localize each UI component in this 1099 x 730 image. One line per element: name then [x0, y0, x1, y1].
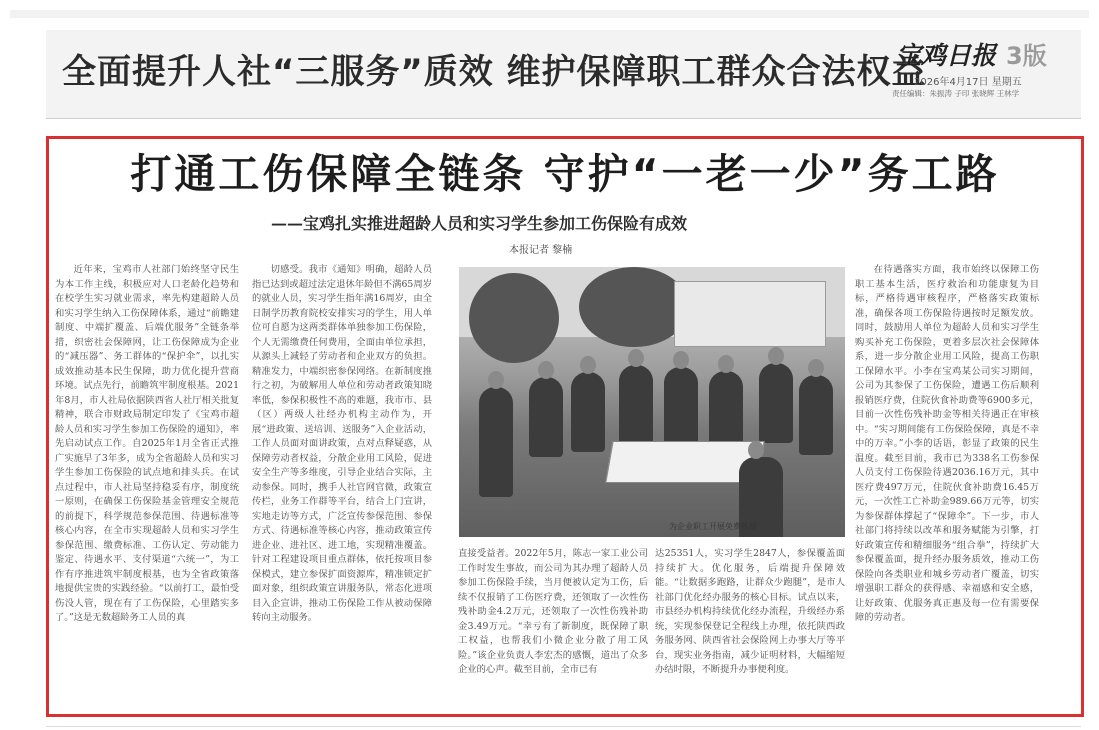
top-margin-bar	[10, 10, 1089, 18]
column-text: 达25351人，实习学生2847人，参保覆盖面持续扩大。优化服务，后端提升保障效能。“让数据多跑路，让群众少跑腿”，是市人社部门优化经办服务的核心目标。试点以来，市县经办机构持续优化经办流程，升级经办系统，实现参保登记全程线上办理，依托陕西政务服务网、陕西省社会保险网上办事大厅等平台，现实业务指南，减少证明材料，大幅缩短办结时限，不断提升办事便利度。	[655, 548, 845, 675]
article-column-1	[55, 263, 239, 717]
article-column-3	[458, 547, 648, 717]
photo-person	[709, 371, 743, 451]
column-text: 切感受。我市《通知》明确，超龄人员指已达到或超过法定退休年龄但不满65周岁的就业人员，实习学生指年满16周岁，由全日制学历教育院校安排实习的学生，用人单位可自愿为这两类群体单独参加工伤保险，个人无需缴费任何费用，全面由单位承担，从源头上减轻了劳动者和企业双方的负担。精准发力，中端织密参保网络。在新制度推行之初，为破解用人单位和劳动者政策知晓率低，参保积极性不高的难题，我市市、县（区）两级人社经办机构主动作为，开展“进政策、送培训、送服务”入企业活动，工作人员面对面讲政策，点对点释疑惑，从保障劳动者权益，分散企业用工风险，促进安全生产等多维度，引导企业结合实际，主动参保。同时，携手人社官网官微，政策宣传栏，业务工作群等平台，结合上门宣讲，实地走访等方式，广泛宣传参保范围、参保方式、待遇标准等核心内容，推动政策宣传进企业、进社区、进工地，实现精准覆盖。针对工程建设项目重点群体，依托按项目参保模式，建立参保扩面资源库，精准锁定扩面对象，组织政策宣讲服务队，常态化进项目入企宣讲，推动工伤保险工作从被动保障转向主动服务。	[252, 264, 432, 623]
photo-person	[799, 375, 833, 455]
article-photo	[459, 267, 845, 537]
column-text: 在待遇落实方面，我市始终以保障工伤职工基本生活，医疗救治和功能康复为目标，严格待遇审核程序，严格落实政策标准，确保各项工伤保险待遇按时足额发放。同时，鼓励用人单位为超龄人员和实习学生购买补充工伤保险，更着多层次社会保障体系，进一步分散企业用工风险，提高工伤职工保障水平。小李在宝鸡某公司实习期间，公司为其参保了工伤保险，遭遇工伤后顺利报销医疗费，住院伙食补助费等6900多元，目前一次性伤残补助金等相关待遇正在审核中。“实习期间能有工伤保险保障，真是不幸中的万幸。”小李的话语，彰显了政策的民生温度。截至目前，我市已为338名工伤参保人员支付工伤保险待遇2036.16万元，其中医疗费497万元，住院伙食补助费16.45万元，一次性工亡补助金989.66万元等，切实为参保群体撑起了“保障伞”。下一步，市人社部门将持续以改革和服务赋能为引擎，打好政策宣传和精细服务“组合拳”，持续扩大参保覆盖面，提升经办服务质效，推动工伤保险向各类职业和城乡劳动者广覆盖，切实增强职工群众的获得感、幸福感和安全感，让好政策、优服务真正惠及每一位有需要保障的劳动者。	[855, 264, 1039, 623]
photo-person	[619, 365, 653, 445]
bottom-rule	[46, 726, 1081, 727]
newspaper-page	[10, 10, 1089, 720]
article-column-5	[855, 263, 1039, 717]
photo-person	[479, 387, 513, 497]
article-subtitle: ——宝鸡扎实推进超龄人员和实习学生参加工伤保险有成效	[271, 214, 688, 233]
photo-person	[759, 363, 793, 443]
article-headline: 打通工伤保障全链条 守护“一老一少”务工路	[130, 150, 1000, 198]
article-byline: 本报记者 黎楠	[509, 245, 573, 256]
section-title: 全面提升人社“三服务”质效 维护保障职工群众合法权益	[62, 52, 927, 92]
highlighted-article[interactable]	[46, 136, 1084, 717]
page-number: 3版	[1006, 42, 1047, 70]
photo-tree	[579, 267, 689, 347]
photo-bus	[674, 281, 826, 347]
page-masthead	[46, 30, 1081, 119]
newspaper-logo: 宝鸡日报	[896, 41, 997, 70]
photo-tree	[469, 273, 559, 363]
photo-person	[529, 377, 563, 457]
article-column-4	[655, 547, 845, 717]
photo-person	[571, 372, 605, 452]
photo-caption: 为企业职工开展免费体检	[669, 522, 757, 531]
issue-date: 2026年4月17日 星期五	[914, 77, 1022, 88]
photo-person	[664, 367, 698, 447]
article-column-2	[252, 263, 432, 717]
column-text: 近年来，宝鸡市人社部门始终坚守民生为本工作主线，积极应对人口老龄化趋势和在校学生实习就业需求，率先构建超龄人员和实习学生纳入工伤保障体系，通过“前瞻建制度、中端扩覆盖、后端优服务”全链条举措，织密社会保障网，让工伤保障成为企业的“减压器”、务工群体的“保护伞”，以扎实成效推动基本民生保障，助力优化提升营商环境。试点先行，前瞻筑牢制度根基。2021年8月，市人社局依据陕西省人社厅相关批复精神，联合市财政局制定印发了《宝鸡市超龄人员和实习学生参加工伤保险的通知》，率先启动试点工作。自2025年1月全省正式推广实施早了3年多，成为全省超龄人员和实习学生参加工伤保险的试点地和排头兵。在试点过程中，市人社局坚持稳妥有序，制度统一原则，在确保工伤保险基金管理安全规范的前提下，科学规范参保范围、待遇标准等核心内容，在全市实现超龄人员和实习学生参保范围、缴费标准、工伤认定、劳动能力鉴定、待遇水平、支付渠道“六统一”，为工作有序推进筑牢制度根基，也为全省政策落地提供宝贵的实践经验。“以前打工，最怕受伤没人管，现在有了工伤保险，心里踏实多了。”这是无数超龄务工人员的真	[55, 264, 239, 623]
column-text: 直接受益者。2022年5月，陈志一家工业公司工作时发生事故，而公司为其办理了超龄人员参加工伤保险手续，当月便被认定为工伤，后续不仅报销了工伤医疗费，还领取了一次性伤残补助金4.2万元，还领取了一次性伤残补助金3.49万元。“幸亏有了新制度，既保障了职工权益，也帮我们小微企业分散了用工风险。”该企业负责人李宏杰的感慨，道出了众多企业的心声。截至目前，全市已有	[458, 548, 648, 675]
editor-credits: 责任编辑：朱振涛 子印 张晓辉 王林学	[892, 89, 1020, 98]
